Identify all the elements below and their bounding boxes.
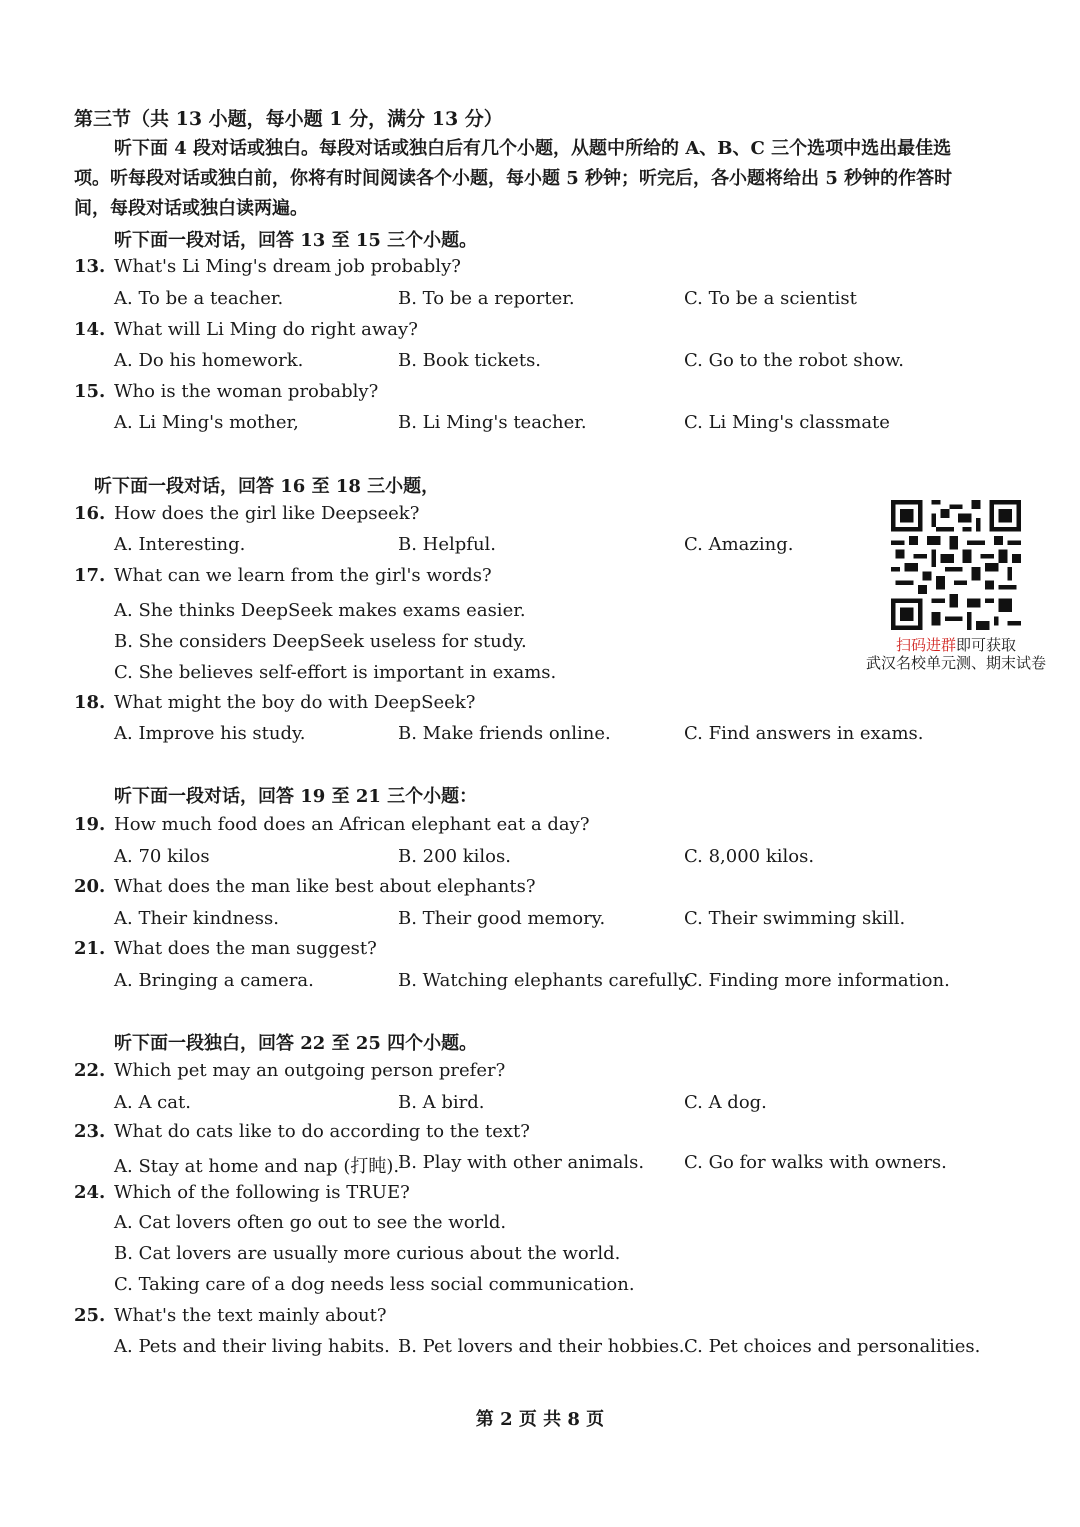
qr-caption [846,636,1066,672]
option-15-a: A. Li Ming's mother, [114,412,299,433]
option-17-c: C. She believes self-effort is important in exams. [114,662,557,683]
option-16-b: B. Helpful. [398,534,497,555]
question-number: 13. [74,256,106,277]
question-number: 25. [74,1305,106,1326]
qr-caption-rest: 即可获取 [956,636,1017,654]
option-15-c: C. Li Ming's classmate [684,412,890,433]
option-18-c: C. Find answers in exams. [684,723,924,744]
question-text: What will Li Ming do right away? [114,319,418,340]
option-25-c: C. Pet choices and personalities. [684,1336,981,1357]
question-20 [74,876,536,897]
question-number: 14. [74,319,106,340]
section-title: 第三节（共 13 小题，每小题 1 分，满分 13 分） [74,108,503,130]
question-17 [74,565,492,586]
option-25-b: B. Pet lovers and their hobbies. [398,1336,685,1357]
option-21-a: A. Bringing a camera. [114,970,314,991]
question-number: 19. [74,814,106,835]
option-20-a: A. Their kindness. [114,908,279,929]
option-24-c: C. Taking care of a dog needs less social communication. [114,1274,635,1295]
section-instructions: 听下面 4 段对话或独白。每段对话或独白后有几个小题，从题中所给的 A、B、C 三个选项中选出最佳选项。听每段对话或独白前，你将有时间阅读各个小题，每小题 5 秒钟；听完后，各小题将给出 5 秒钟的作答时间，每段对话或独白读两遍。 [74,138,953,219]
option-13-c: C. To be a scientist [684,288,857,309]
page-number: 第 2 页 共 8 页 [475,1409,605,1430]
option-16-a: A. Interesting. [114,534,246,555]
qr-caption-highlight: 扫码进群 [895,636,956,654]
option-14-a: A. Do his homework. [114,350,304,371]
group-header-3: 听下面一段对话，回答 19 至 21 三个小题： [114,786,478,807]
option-18-b: B. Make friends online. [398,723,611,744]
question-18 [74,692,475,713]
option-21-c: C. Finding more information. [684,970,950,991]
question-text: Which pet may an outgoing person prefer? [114,1060,506,1081]
question-text: What might the boy do with DeepSeek? [114,692,476,713]
question-16 [74,503,419,524]
option-24-b: B. Cat lovers are usually more curious about the world. [114,1243,621,1264]
question-23 [74,1121,530,1142]
option-13-a: A. To be a teacher. [114,288,284,309]
question-text: What do cats like to do according to the text? [114,1121,530,1142]
option-22-a: A. A cat. [114,1092,191,1113]
question-14 [74,319,418,340]
question-15 [74,381,378,402]
option-19-b: B. 200 kilos. [398,846,511,867]
question-number: 20. [74,876,106,897]
question-22 [74,1060,505,1081]
option-23-b: B. Play with other animals. [398,1152,645,1173]
question-text: What's the text mainly about? [114,1305,387,1326]
question-text: What's Li Ming's dream job probably? [114,256,461,277]
question-number: 16. [74,503,106,524]
question-21 [74,938,377,959]
qr-code-icon [891,500,1021,630]
option-22-b: B. A bird. [398,1092,485,1113]
option-18-a: A. Improve his study. [114,723,306,744]
question-13 [74,256,461,277]
option-23-a: A. Stay at home and nap (打盹). [114,1156,400,1177]
option-14-b: B. Book tickets. [398,350,542,371]
group-header-1: 听下面一段对话，回答 13 至 15 三个小题。 [114,230,478,251]
group-header-4: 听下面一段独白，回答 22 至 25 四个小题。 [114,1033,478,1054]
question-25 [74,1305,387,1326]
question-text: What does the man suggest? [114,938,377,959]
option-23-c: C. Go for walks with owners. [684,1152,947,1173]
option-19-c: C. 8,000 kilos. [684,846,815,867]
question-24 [74,1182,410,1203]
question-number: 22. [74,1060,106,1081]
option-24-a: A. Cat lovers often go out to see the world. [114,1212,507,1233]
question-text: How much food does an African elephant eat a day? [114,814,590,835]
option-14-c: C. Go to the robot show. [684,350,904,371]
question-text: What can we learn from the girl's words? [114,565,492,586]
question-text: How does the girl like Deepseek? [114,503,420,524]
option-15-b: B. Li Ming's teacher. [398,412,587,433]
option-17-b: B. She considers DeepSeek useless for study. [114,631,527,652]
question-number: 17. [74,565,106,586]
option-21-b: B. Watching elephants carefully. [398,970,692,991]
option-20-c: C. Their swimming skill. [684,908,906,929]
question-number: 24. [74,1182,106,1203]
qr-promo [846,500,1066,672]
question-text: Which of the following is TRUE? [114,1182,410,1203]
option-16-c: C. Amazing. [684,534,794,555]
question-number: 15. [74,381,106,402]
question-19 [74,814,589,835]
group-header-2: 听下面一段对话，回答 16 至 18 三小题， [94,476,440,497]
question-number: 21. [74,938,106,959]
option-20-b: B. Their good memory. [398,908,606,929]
question-text: Who is the woman probably? [114,381,379,402]
question-number: 18. [74,692,106,713]
option-25-a: A. Pets and their living habits. [114,1336,390,1357]
option-22-c: C. A dog. [684,1092,767,1113]
option-13-b: B. To be a reporter. [398,288,575,309]
question-number: 23. [74,1121,106,1142]
question-text: What does the man like best about elephants? [114,876,536,897]
qr-caption-line2: 武汉名校单元测、期末试卷 [865,654,1046,672]
option-17-a: A. She thinks DeepSeek makes exams easier. [114,600,526,621]
option-19-a: A. 70 kilos [114,846,210,867]
